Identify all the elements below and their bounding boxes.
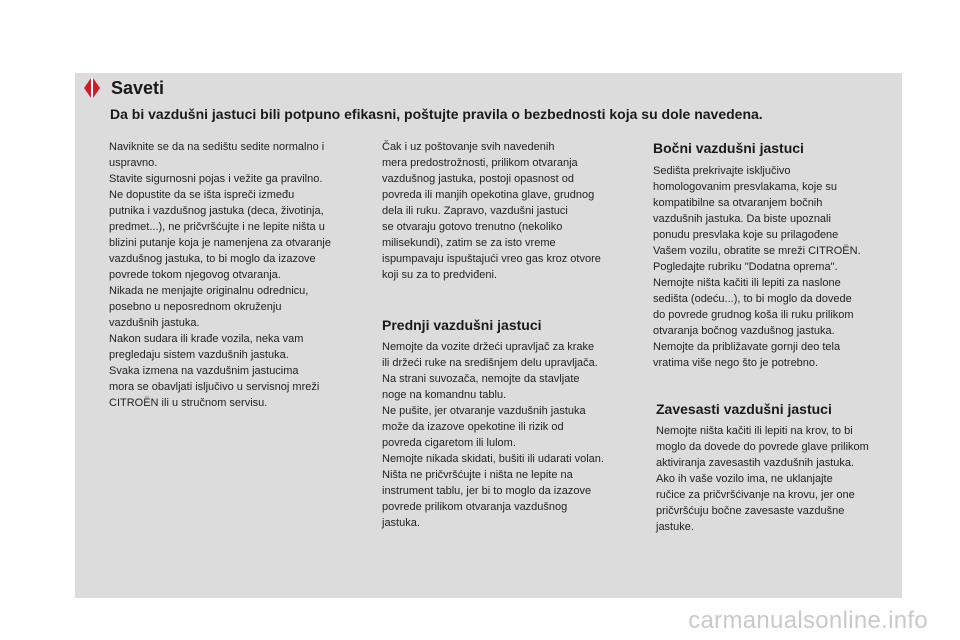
general-advice-text: Naviknite se da na sedištu sedite normalno i uspravno. Stavite sigurnosni pojas i vežite ga pravilno. Ne dopustite da se išta ispreči između putnika i vazdušnog jastuka (deca, životinja, predmet...), ne pričvršćujte i ne lepite ništa u blizini putanje koja je namenjena za otvaranje vazdušnog jastuka, to bi moglo da izazove povrede tokom njegovog otvaranja. Nikada ne menjajte originalnu odrednicu, posebno u neposrednom okruženju vazdušnih jastuka. Nakon sudara ili krađe vozila, neka vam pregledaju sistem vazdušnih jastuka. Svaka izmena na vazdušnim jastucima mora se obavljati isljučivo u servisnoj mreži CITROËN ili u stručnom servisu. xyxy=(109,141,331,409)
column-general xyxy=(109,139,364,411)
page-subtitle: Da bi vazdušni jastuci bili potpuno efikasni, poštujte pravila o bezbednosti koja su dole navedena. xyxy=(110,106,763,122)
column-front xyxy=(382,139,637,529)
front-airbags-text: Nemojte da vozite držeći upravljač za krake ili držeći ruke na središnjem delu upravljača. Na strani suvozača, nemojte da stavljate noge na komandnu tablu. Ne pušite, jer otvaranje vazdušnih jastuka može da izazove opekotine ili rizik od povreda cigaretom ili lulom. Nemojte nikada skidati, bušiti ili udarati volan. Ništa ne pričvršćujte i ništa ne lepite na instrument tablu, jer bi to moglo da izazove povrede prilikom otvaranja vazdušnog jastuka. xyxy=(382,341,604,529)
front-airbags-heading: Prednji vazdušni jastuci xyxy=(382,317,542,333)
intro-text: Čak i uz poštovanje svih navedenih mera predostrožnosti, prilikom otvaranja vazdušnog jastuka, postoji opasnost od povreda ili manjih opekotina glave, grudnog dela ili ruku. Zapravo, vazdušni jastuci se otvaraju gotovo trenutno (nekoliko milisekundi), zatim se za isto vreme ispumpavaju ispuštajući vreo gas kroz otvore koji su za to predviđeni. xyxy=(382,141,601,281)
side-airbags-heading: Bočni vazdušni jastuci xyxy=(653,140,804,156)
curtain-airbags-heading: Zavesasti vazdušni jastuci xyxy=(656,401,832,417)
page-title: Saveti xyxy=(111,78,165,98)
column-side xyxy=(653,139,903,533)
watermark: carmanualsonline.info xyxy=(688,607,928,634)
side-airbags-text: Sedišta prekrivajte isključivo homologovanim presvlakama, koje su kompatibilne sa otvaranjem bočnih vazdušnih jastuka. Da biste upoznali ponudu presvlaka koje su prilagođene Vašem vozilu, obratite se mreži CITROËN. Pogledajte rubriku "Dodatna oprema". Nemojte ništa kačiti ili lepiti za naslone sedišta (odeću...), to bi moglo da dovede do povrede grudnog koša ili ruku prilikom otvaranja bočnog vazdušnog jastuka. Nemojte da približavate gornji deo tela vratima više nego što je potrebno. xyxy=(653,165,861,369)
curtain-airbags-text: Nemojte ništa kačiti ili lepiti na krov, to bi moglo da dovede do povrede glave prilikom aktiviranja zavesastih vazdušnih jastuka. Ako ih vaše vozilo ima, ne uklanjajte ručice za pričvršćivanje na krovu, jer one pričvršćuju bočne zavesaste vazdušne jastuke. xyxy=(656,425,869,533)
warning-icon xyxy=(83,77,101,99)
